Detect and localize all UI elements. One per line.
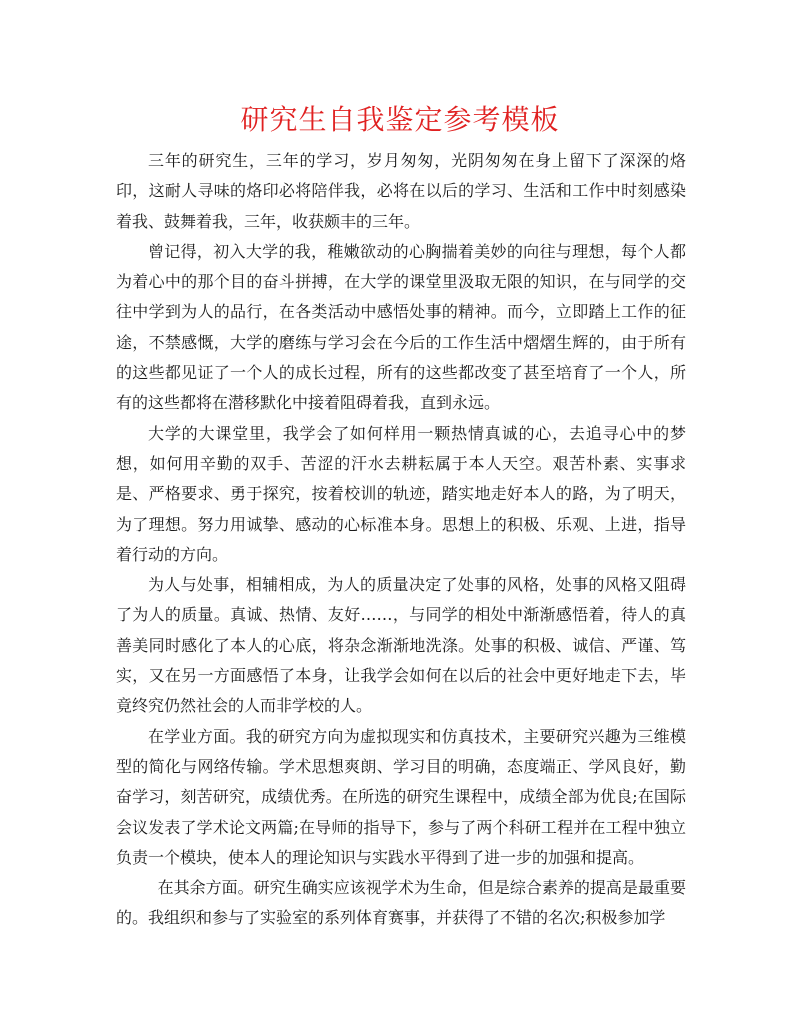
paragraph-1: 三年的研究生，三年的学习，岁月匆匆，光阴匆匆在身上留下了深深的烙印，这耐人寻味的烙印必将陪伴我，必将在以后的学习、生活和工作中时刻感染着我、鼓舞着我，三年，收获颇丰的三年。 (116, 151, 686, 231)
paragraph-2: 曾记得，初入大学的我，稚嫩欲动的心胸揣着美妙的向往与理想，每个人都为着心中的那个目的奋斗拼搏，在大学的课堂里汲取无限的知识，在与同学的交往中学到为人的品行，在各类活动中感悟处事的精神。而今，立即踏上工作的征途，不禁感慨，大学的磨练与学习会在今后的工作生活中熠熠生辉的，由于所有的这些都见证了一个人的成长过程，所有的这些都改变了甚至培育了一个人，所有的这些都将在潜移默化中接着阻碍着我，直到永远。 (116, 241, 686, 413)
paragraph-4: 为人与处事，相辅相成，为人的质量决定了处事的风格，处事的风格又阻碍了为人的质量。真诚、热情、友好……，与同学的相处中渐渐感悟着，待人的真善美同时感化了本人的心底，将杂念渐渐地洗涤。处事的积极、诚信、严谨、笃实，又在另一方面感悟了本身，让我学会如何在以后的社会中更好地走下去，毕竟终究仍然社会的人而非学校的人。 (116, 575, 686, 716)
paragraph-6: 在其余方面。研究生确实应该视学术为生命，但是综合素养的提高是最重要的。我组织和参与了实验室的系列体育赛事，并获得了不错的名次;积极参加学 (116, 878, 686, 928)
paragraph-3: 大学的大课堂里，我学会了如何样用一颗热情真诚的心，去追寻心中的梦想，如何用辛勤的双手、苦涩的汗水去耕耘属于本人天空。艰苦朴素、实事求是、严格要求、勇于探究，按着校训的轨迹，踏实地走好本人的路，为了明天，为了理想。努力用诚挚、感动的心标准本身。思想上的积极、乐观、上进，指导着行动的方向。 (116, 423, 686, 564)
paragraph-5: 在学业方面。我的研究方向为虚拟现实和仿真技术，主要研究兴趣为三维模型的简化与网络传输。学术思想爽朗、学习目的明确，态度端正、学风良好，勤奋学习，刻苦研究，成绩优秀。在所选的研究生课程中，成绩全部为优良;在国际会议发表了学术论文两篇;在导师的指导下，参与了两个科研工程并在工程中独立负责一个模块，使本人的理论知识与实践水平得到了进一步的加强和提高。 (116, 726, 686, 867)
document-body (116, 146, 686, 934)
document-title: 研究生自我鉴定参考模板 (240, 103, 560, 136)
